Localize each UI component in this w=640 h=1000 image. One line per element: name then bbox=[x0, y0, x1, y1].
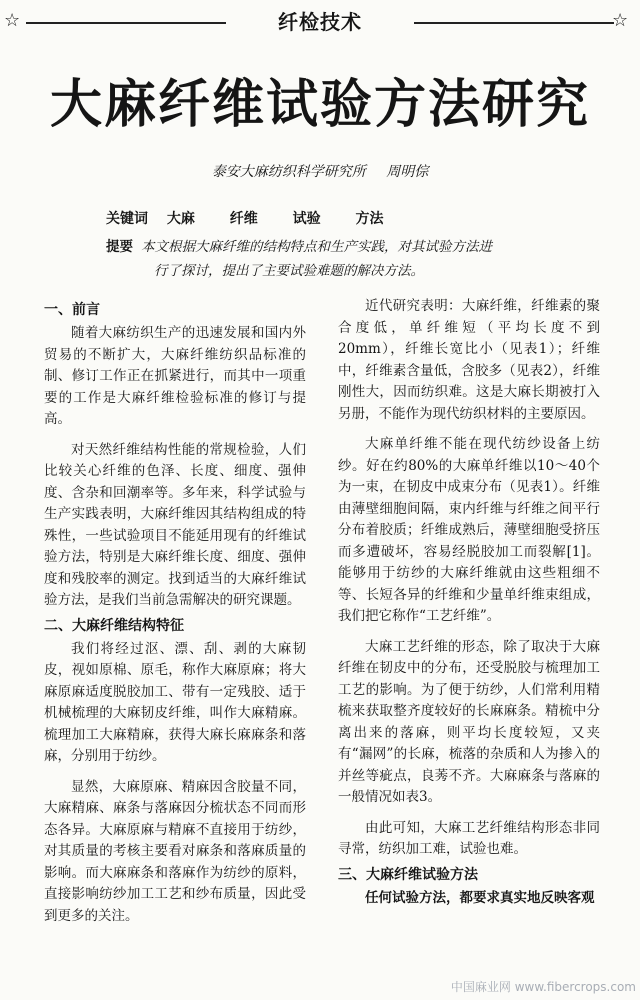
keyword: 试验 bbox=[292, 211, 321, 227]
section-heading-intro: 一、前言 bbox=[44, 302, 100, 318]
page-header bbox=[0, 0, 640, 44]
article-title: 大麻纤维试验方法研究 bbox=[49, 75, 590, 135]
paragraph: 显然，大麻原麻、精麻因含胶量不同，大麻精麻、麻条与落麻因分梳状态不同而形态各异。大麻原麻与精麻不直接用于纺纱，对其质量的考核主要看对麻条和落麻质量的影响。而大麻麻条和落麻作为纺纱的原料，直接影响纺纱加工工艺和纱布质量，因此受到更多的关注。 bbox=[44, 778, 306, 924]
abstract-line-1: 本文根据大麻纤维的结构特点和生产实践，对其试验方法进 bbox=[141, 239, 492, 255]
abstract-label: 提要 bbox=[106, 239, 133, 255]
paragraph: 随着大麻纺织生产的迅速发展和国内外贸易的不断扩大，大麻纤维纺织品标准的制、修订工作正在抓紧进行，而其中一项重要的工作是大麻纤维检验标准的修订与提高。 bbox=[44, 325, 306, 427]
abstract bbox=[106, 235, 576, 283]
paragraph: 我们将经过沤、漂、刮、剥的大麻韧皮，视如原棉、原毛，称作大麻原麻；将大麻原麻适度脱胶加工、带有一定残胶、适于机械梳理的大麻韧皮纤维，叫作大麻精麻。梳理加工大麻精麻，获得大麻长麻麻条和落麻，分别用于纺纱。 bbox=[44, 640, 306, 764]
abstract-line-2: 行了探讨，提出了主要试验难题的解决方法。 bbox=[154, 263, 424, 279]
section-heading-structure: 二、大麻纤维结构特征 bbox=[44, 617, 184, 634]
star-left-icon: ☆ bbox=[4, 10, 21, 31]
watermark: 中国麻业网 www.fibercrops.com bbox=[450, 980, 636, 994]
paragraph: 大麻单纤维不能在现代纺纱设备上纺纱。好在约80%的大麻单纤维以10～40个为一束，在韧皮中成束分布（见表1）。纤维由薄壁细胞间隔，束内纤维与纤维之间平行分布着胶质；纤维成熟后，薄壁细胞受挤压而多遭破坏，容易经脱胶加工而裂解[1]。能够用于纺纱的大麻纤维就由这些粗细不等、长短各异的纤维和少量单纤维束组成，我们把它称作“工艺纤维”。 bbox=[338, 436, 600, 624]
keyword: 纤维 bbox=[229, 211, 258, 227]
header-rule-left bbox=[26, 22, 226, 24]
byline bbox=[0, 162, 640, 182]
paragraph: 任何试验方法，都要求真实地反映客观 bbox=[365, 889, 595, 906]
keyword: 大麻 bbox=[166, 211, 195, 227]
institution: 泰安大麻纺织科学研究所 bbox=[211, 164, 366, 180]
keywords bbox=[106, 208, 414, 230]
section-label: 纤检技术 bbox=[278, 10, 362, 34]
paragraph: 大麻工艺纤维的形态，除了取决于大麻纤维在韧皮中的分布，还受脱胶与梳理加工工艺的影响。为了便于纺纱，人们常利用精梳来获取整齐度较好的长麻麻条。精梳中分离出来的落麻，则平均长度较短，又夹有“漏网”的长麻，梳落的杂质和人为掺入的并丝等疵点，良莠不齐。大麻麻条与落麻的一般情况如表3。 bbox=[338, 638, 600, 805]
paragraph: 对天然纤维结构性能的常规检验，人们比较关心纤维的色泽、长度、细度、强伸度、含杂和回潮率等。多年来，科学试验与生产实践表明，大麻纤维因其结构组成的特殊性，一些试验项目不能延用现有的纤维试验方法，特别是大麻纤维长度、细度、强伸度和残胶率的测定。找到适当的大麻纤维试验方法，是我们当前急需解决的研究课题。 bbox=[44, 441, 306, 608]
keywords-label: 关键词 bbox=[106, 211, 148, 227]
section-heading-methods: 三、大麻纤维试验方法 bbox=[338, 866, 478, 883]
right-column bbox=[338, 296, 600, 909]
paragraph: 近代研究表明：大麻纤维，纤维素的聚合度低，单纤维短（平均长度不到20mm），纤维长宽比小（见表1）；纤维中，纤维素含量低，含胶多（见表2），纤维刚性大，因而纺织难。这是大麻长期被打入另册，不能作为现代纺织材料的主要原因。 bbox=[338, 298, 600, 422]
author: 周明倧 bbox=[386, 164, 429, 180]
paragraph: 由此可知，大麻工艺纤维结构形态非同寻常，纺织加工难，试验也难。 bbox=[338, 819, 600, 857]
left-column bbox=[44, 296, 306, 927]
keyword: 方法 bbox=[355, 211, 384, 227]
header-rule-right bbox=[414, 22, 614, 24]
star-right-icon: ☆ bbox=[612, 10, 629, 31]
